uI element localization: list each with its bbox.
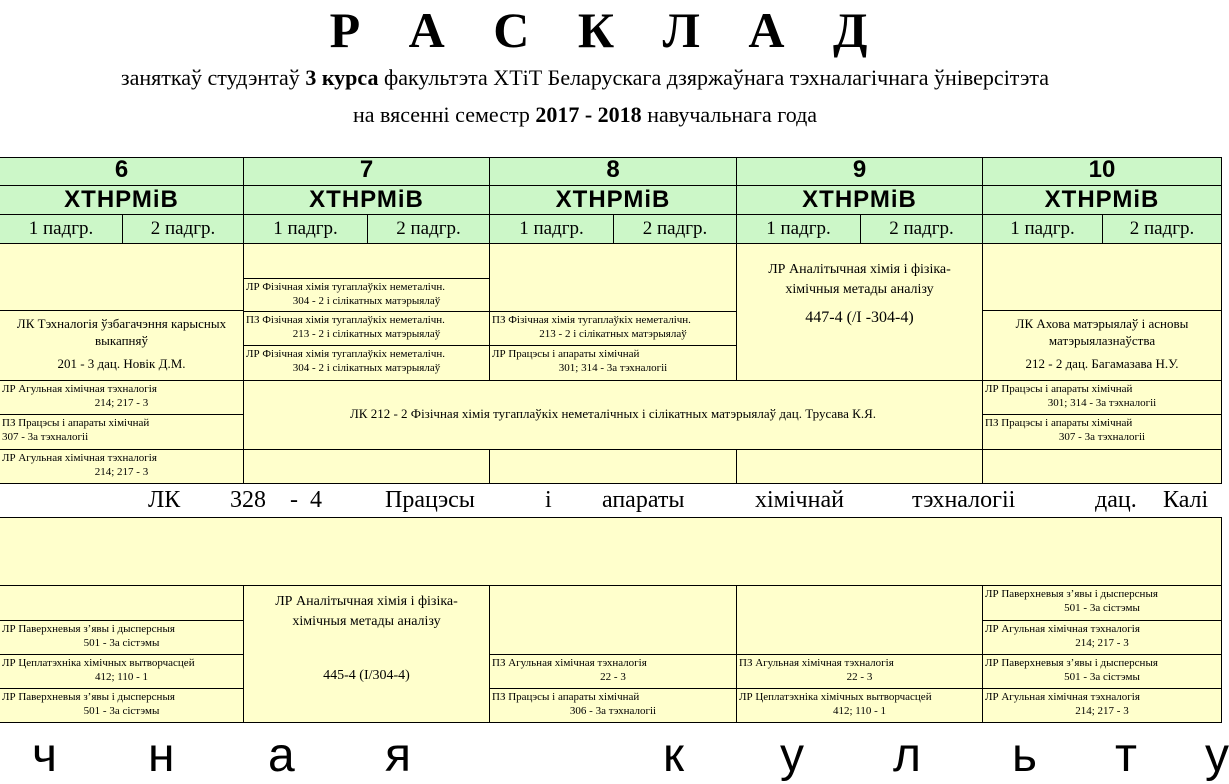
empty-cell: [489, 585, 737, 655]
wide-lecture-cell: [243, 380, 983, 450]
cell-text: ПЗ Агульная хімічная тэхналогія: [739, 657, 894, 669]
cell-text: 501 - 3а сістэмы: [83, 637, 160, 649]
page-title: Р А С К Л А Д: [329, 2, 886, 58]
empty-cell: [243, 243, 490, 279]
schedule-cell: [982, 688, 1222, 723]
subgroup-label: 2 падгр.: [613, 214, 737, 244]
schedule-cell: [0, 449, 244, 484]
cell-text: 447-4 (/І -304-4): [805, 309, 914, 326]
schedule-cell: [489, 345, 737, 381]
cell-text: ЛР Цеплатэхніка хімічных вытворчасцей: [739, 691, 932, 703]
banner-letter: л: [893, 729, 922, 782]
cell-text: 22 - 3: [600, 671, 626, 683]
empty-cell: [0, 585, 244, 621]
cell-text: ЛР Агульная хімічная тэхналогія: [985, 691, 1140, 703]
cell-text: ЛР Аналітычная хімія і фізіка-: [275, 594, 458, 609]
cell-text: 214; 217 - 3: [94, 397, 149, 409]
empty-cell: [0, 243, 244, 311]
cell-text: 214; 217 - 3: [1075, 705, 1129, 717]
cell-text: 212 - 2 дац. Багамазава Н.У.: [1025, 356, 1179, 371]
cell-text: ЛР Фізічная хімія тугаплаўкіх неметалічн.: [246, 281, 446, 293]
banner-letter: т: [1115, 729, 1137, 782]
subgroup-label: 1 падгр.: [243, 214, 368, 244]
banner-letter: а: [268, 729, 295, 782]
banner-letter: к: [663, 729, 684, 782]
cell-text: 304 - 2 і сілікатных матэрыялаў: [292, 295, 441, 307]
lecture-word: 328: [230, 487, 266, 513]
schedule-cell: [982, 380, 1222, 415]
subgroup-label: 2 падгр.: [367, 214, 490, 244]
schedule-cell: [736, 654, 983, 689]
cell-text: ПЗ Фізічная хімія тугаплаўкіх неметалічн.: [492, 314, 691, 326]
cell-text: ЛР Паверхневыя з’явы і дысперсныя: [2, 691, 175, 703]
lecture-word: Калі: [1163, 487, 1209, 513]
schedule-cell: [982, 585, 1222, 621]
group-name: ХТНРМіВ: [0, 185, 244, 215]
subgroup-label: 2 падгр.: [122, 214, 244, 244]
lecture-row: [0, 484, 1215, 518]
cell-text: ЛК Ахова матэрыялаў і асновы: [1015, 316, 1189, 331]
empty-cell: [982, 243, 1222, 311]
group-name: ХТНРМіВ: [489, 185, 737, 215]
lecture-word: ЛК: [148, 487, 181, 513]
cell-text: 201 - 3 дац. Новік Д.М.: [57, 356, 186, 371]
cell-text: 301; 314 - 3а тэхналогіі: [558, 362, 668, 374]
group-number: 7: [243, 157, 490, 186]
lecture-word: апараты: [602, 487, 685, 513]
schedule-cell: [0, 620, 244, 655]
schedule-cell: [0, 654, 244, 689]
schedule-cell: [982, 620, 1222, 655]
cell-text: ПЗ Фізічная хімія тугаплаўкіх неметалічн.: [246, 314, 445, 326]
empty-cell: [736, 585, 983, 655]
cell-text: 501 - 3а сістэмы: [1064, 602, 1140, 614]
cell-text: ЛР Паверхневыя з’явы і дысперсныя: [985, 657, 1158, 669]
cell-text: ПЗ Працэсы і апараты хімічнай: [985, 417, 1133, 429]
schedule-cell: [982, 414, 1222, 450]
group-number: 9: [736, 157, 983, 186]
empty-cell: [982, 449, 1222, 484]
banner-letter: у: [780, 729, 804, 782]
schedule-cell: [489, 311, 737, 346]
schedule-cell: [0, 310, 244, 381]
schedule-cell: [0, 414, 244, 450]
cell-text: ЛР Паверхневыя з’явы і дысперсныя: [985, 588, 1158, 600]
lecture-word: дац.: [1095, 487, 1137, 513]
schedule-cell: [243, 345, 490, 381]
cell-text: 22 - 3: [846, 671, 873, 683]
banner-letter: ч: [32, 729, 58, 782]
cell-text: хімічныя метады аналізу: [785, 282, 934, 297]
subgroup-label: 2 падгр.: [1102, 214, 1222, 244]
subgroup-label: 1 падгр.: [736, 214, 861, 244]
cell-text: 213 - 2 і сілікатных матэрыялаў: [292, 328, 441, 340]
schedule-cell: [736, 243, 983, 381]
cell-text: ЛР Агульная хімічная тэхналогія: [985, 623, 1140, 635]
schedule-cell: [243, 278, 490, 312]
subtitle-text: факультэта ХТіТ Беларускага дзяржаўнага тэхналагічнага ўніверсітэта: [378, 65, 1050, 90]
schedule-cell: [489, 688, 737, 723]
cell-text: ЛР Цеплатэхніка хімічных вытворчасцей: [2, 657, 195, 669]
schedule-cell: [489, 654, 737, 689]
lecture-word: -: [290, 487, 298, 513]
cell-text: 501 - 3а сістэмы: [1064, 671, 1140, 683]
cell-text: ЛК Тэхналогія ўзбагачэння карысных: [16, 316, 227, 331]
cell-text: 501 - 3а сістэмы: [83, 705, 160, 717]
bottom-banner: [0, 722, 1229, 782]
cell-text: 304 - 2 і сілікатных матэрыялаў: [292, 362, 441, 374]
cell-text: 214; 217 - 3: [1075, 637, 1129, 649]
cell-text: выкапняў: [95, 333, 148, 348]
cell-text: ЛР Працэсы і апараты хімічнай: [985, 383, 1133, 395]
lecture-word: хімічнай: [755, 487, 844, 513]
cell-text: ПЗ Працэсы і апараты хімічнай: [2, 417, 150, 429]
lecture-word: тэхналогіі: [912, 487, 1016, 513]
empty-cell: [489, 449, 737, 484]
cell-text: 214; 217 - 3: [94, 466, 149, 478]
cell-text: 307 - 3а тэхналогіі: [2, 431, 89, 443]
subtitle-text: на вясенні семестр: [352, 102, 536, 127]
cell-text: ЛР Паверхневыя з’явы і дысперсныя: [2, 623, 175, 635]
cell-text: ПЗ Агульная хімічная тэхналогія: [492, 657, 647, 669]
group-name: ХТНРМіВ: [736, 185, 983, 215]
banner-letter: н: [148, 729, 175, 782]
subtitle-line-2: [0, 100, 1170, 130]
schedule-cell: [982, 654, 1222, 689]
cell-text: ЛР Працэсы і апараты хімічнай: [492, 348, 640, 360]
schedule-cell: [982, 310, 1222, 381]
cell-text: ЛР Агульная хімічная тэхналогія: [2, 383, 157, 395]
empty-cell: [243, 449, 490, 484]
group-name: ХТНРМіВ: [982, 185, 1222, 215]
banner-letter: я: [385, 729, 411, 782]
cell-text: матэрыялазнаўства: [1048, 333, 1156, 348]
schedule-cell: [243, 311, 490, 346]
subgroup-label: 2 падгр.: [860, 214, 983, 244]
banner-letter: у: [1205, 729, 1229, 782]
group-number: 8: [489, 157, 737, 186]
subtitle-text: навучальнага года: [641, 102, 818, 127]
cell-text: 213 - 2 і сілікатных матэрыялаў: [539, 328, 687, 340]
lecture-word: Працэсы: [385, 487, 475, 513]
schedule-cell: [736, 688, 983, 723]
empty-cell: [489, 243, 737, 312]
course-number: 3 курса: [305, 65, 379, 90]
cell-text: ЛК 212 - 2 Фізічная хімія тугаплаўкіх неметалічных і сілікатных матэрыялаў дац. Трусава К.Я.: [349, 406, 877, 421]
group-name: ХТНРМіВ: [243, 185, 490, 215]
schedule-cell: [0, 380, 244, 415]
schedule-cell: [243, 585, 490, 723]
cell-text: 445-4 (І/304-4): [323, 668, 410, 683]
cell-text: 301; 314 - 3а тэхналогіі: [1047, 397, 1157, 409]
group-number: 10: [982, 157, 1222, 186]
academic-year: 2017 - 2018: [535, 102, 642, 127]
empty-row: [0, 517, 1222, 586]
subgroup-label: 1 падгр.: [489, 214, 614, 244]
cell-text: 306 - 3а тэхналогіі: [569, 705, 657, 717]
subgroup-label: 1 падгр.: [982, 214, 1103, 244]
cell-text: ЛР Агульная хімічная тэхналогія: [2, 452, 157, 464]
lecture-word: і: [545, 487, 552, 513]
empty-cell: [736, 449, 983, 484]
banner-letter: ь: [1012, 729, 1038, 782]
subtitle-text: заняткаў студэнтаў: [120, 65, 306, 90]
cell-text: 412; 110 - 1: [832, 705, 887, 717]
group-number: 6: [0, 157, 244, 186]
cell-text: ЛР Фізічная хімія тугаплаўкіх неметалічн.: [246, 348, 446, 360]
cell-text: 307 - 3а тэхналогіі: [1058, 431, 1146, 443]
cell-text: ПЗ Працэсы і апараты хімічнай: [492, 691, 640, 703]
lecture-word: 4: [310, 487, 322, 513]
subgroup-label: 1 падгр.: [0, 214, 123, 244]
cell-text: хімічныя метады аналізу: [292, 614, 441, 629]
subtitle-line-1: [0, 63, 1170, 93]
cell-text: ЛР Аналітычная хімія і фізіка-: [768, 262, 951, 277]
cell-text: 412; 110 - 1: [94, 671, 149, 683]
schedule-cell: [0, 688, 244, 723]
